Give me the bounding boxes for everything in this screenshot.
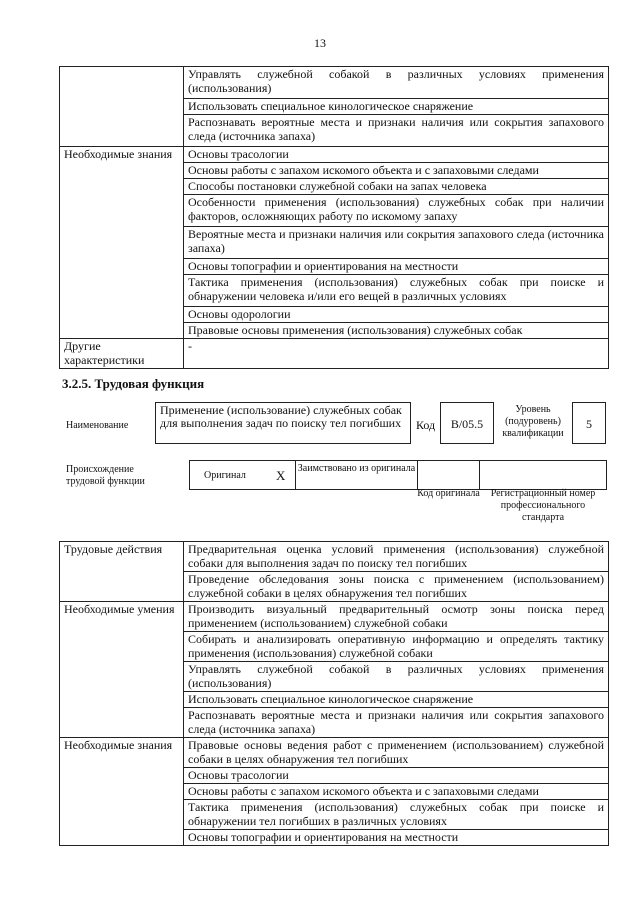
table-cell: Использовать специальное кинологическое снаряжение [184,99,609,115]
table-cell: Основы трасологии [184,768,609,784]
row-label-knowledge: Необходимые знания [60,147,184,339]
table-cell: Управлять служебной собакой в различных условиях применения (использования) [184,662,609,692]
original-mark: X [276,468,286,483]
row-label-other: Другие характеристики [60,339,184,369]
code-caption: Код оригинала [417,488,480,499]
table-cell: Правовые основы применения (использования) служебных собак [184,323,609,339]
page-number: 13 [314,36,326,50]
function-code: B/05.5 [440,402,494,444]
original-label: Оригинал [204,470,246,481]
table-cell: Проведение обследования зоны поиска с применением (использованием) служебной собаки в целях обнаружения тел погибших [184,572,609,602]
table-cell: Собирать и анализировать оперативную информацию и определять тактику применения (использования) служебной собаки [184,632,609,662]
level-label: Уровень (подуровень) квалификации [502,404,564,439]
table-cell: - [184,339,609,369]
table-cell: Предварительная оценка условий применения (использования) служебной собаки для выполнения задач по поиску тел погибших [184,542,609,572]
table-cell: Управлять служебной собакой в различных условиях применения (использования) [184,67,609,99]
competency-table-bottom [59,541,609,846]
table-cell: Производить визуальный предварительный осмотр зоны поиска перед применением (использованием) служебной собаки [184,602,609,632]
code-label: Код [416,418,436,432]
qualification-level: 5 [572,402,606,444]
reg-caption: Регистрационный номер профессионального стандарта [490,488,596,523]
table-cell: Основы трасологии [184,147,609,163]
table-cell: Особенности применения (использования) служебных собак при наличии факторов, осложняющих работу по искомому запаху [184,195,609,227]
row-label-skills: Необходимые умения [60,602,184,738]
table-cell: Распознавать вероятные места и признаки наличия или сокрытия запахового следа (источника запаха) [184,115,609,147]
table-cell: Тактика применения (использования) служебных собак при поиске и обнаружении тел погибших в различных условиях [184,800,609,830]
name-label: Наименование [66,420,129,431]
section-title: 3.2.5. Трудовая функция [62,376,205,391]
origin-original-box [189,460,296,490]
table-cell: Правовые основы ведения работ с применением (использованием) служебной собаки в целях обнаружения тел погибших [184,738,609,768]
competency-table-top [59,66,609,369]
table-cell: Основы топографии и ориентирования на местности [184,259,609,275]
table-cell: Основы работы с запахом искомого объекта и с запаховыми следами [184,163,609,179]
function-name: Применение (использование) служебных собак для выполнения задач по поиску тел погибших [155,402,411,444]
row-label-empty [60,67,184,147]
row-label-actions: Трудовые действия [60,542,184,602]
table-cell: Использовать специальное кинологическое снаряжение [184,692,609,708]
table-cell: Распознавать вероятные места и признаки наличия или сокрытия запахового следа (источника запаха) [184,708,609,738]
table-cell: Способы постановки служебной собаки на запах человека [184,179,609,195]
table-cell: Вероятные места и признаки наличия или сокрытия запахового следа (источника запаха) [184,227,609,259]
table-cell: Основы топографии и ориентирования на местности [184,830,609,846]
table-cell: Основы одорологии [184,307,609,323]
origin-label: Происхождение трудовой функции [66,464,145,487]
table-cell: Тактика применения (использования) служебных собак при поиске и обнаружении человека и/или его вещей в различных условиях [184,275,609,307]
borrowed-label: Заимствовано из оригинала [295,460,418,490]
reg-number-box [479,460,607,490]
table-cell: Основы работы с запахом искомого объекта и с запаховыми следами [184,784,609,800]
row-label-knowledge: Необходимые знания [60,738,184,846]
origin-code-box [417,460,480,490]
